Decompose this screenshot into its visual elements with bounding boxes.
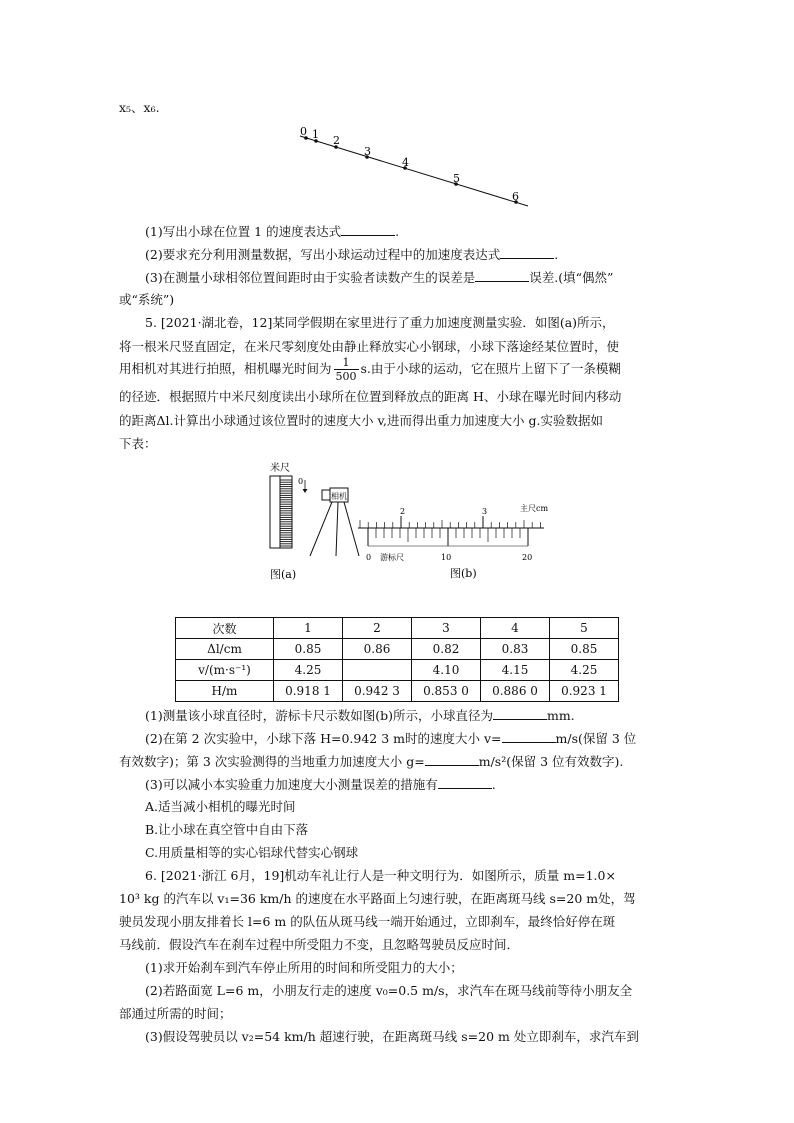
table-header-cell: 2 bbox=[343, 618, 412, 639]
table-cell: 0.853 0 bbox=[412, 681, 481, 702]
fragment-text: x₅、x₆. bbox=[119, 100, 160, 115]
vernier-tick-label-0: 0 bbox=[366, 553, 372, 562]
table-cell: v/(m·s⁻¹) bbox=[176, 660, 274, 681]
q4-part3-cont: 或“系统”) bbox=[119, 292, 175, 307]
q5-line5: 的距离Δl.计算出小球通过该位置时的速度大小 v,进而得出重力加速度大小 g.实验数据如 bbox=[119, 413, 603, 428]
option-c: C.用质量相等的实心铝球代替实心钢球 bbox=[145, 845, 359, 860]
q6-line2: 10³ kg 的汽车以 v₁=36 km/h 的速度在水平路面上匀速行驶，在距离斑马线 s=20 m处，驾 bbox=[119, 891, 636, 906]
q6-line3: 驶员发现小朋友排着长 l=6 m 的队伍从斑马线一端开始通过，立即刹车，最终恰好停在斑 bbox=[119, 914, 616, 929]
position-label-1: 1 bbox=[312, 128, 319, 141]
position-label-4: 4 bbox=[402, 156, 409, 169]
table-cell: 0.918 1 bbox=[274, 681, 343, 702]
table-cell: 4.10 bbox=[412, 660, 481, 681]
option-a: A.适当减小相机的曝光时间 bbox=[145, 799, 296, 814]
vernier-scale-label: 游标尺 bbox=[380, 553, 404, 562]
table-cell bbox=[343, 660, 412, 681]
camera-label: 相机 bbox=[331, 492, 347, 501]
position-label-5: 5 bbox=[453, 172, 460, 185]
q5-line3: 用相机对其进行拍照，相机曝光时间为 $\frac{1}{500}$ s.由于小球的运动，它在照片上留下了一条模糊 bbox=[119, 356, 621, 383]
table-row bbox=[176, 639, 619, 660]
table-header-cell: 次数 bbox=[176, 618, 274, 639]
table-header-cell: 1 bbox=[274, 618, 343, 639]
exposure-fraction: $\frac{1}{500}$ bbox=[335, 356, 357, 383]
position-label-6: 6 bbox=[512, 190, 519, 203]
ruler-zero: 0 bbox=[298, 477, 304, 486]
q4-part2: (2)要求充分利用测量数据，写出小球运动过程中的加速度表达式 . bbox=[145, 247, 559, 262]
table-header-cell: 4 bbox=[481, 618, 550, 639]
ruler-label: 米尺 bbox=[270, 463, 290, 474]
table-cell: 4.25 bbox=[274, 660, 343, 681]
q6-part1: (1)求开始刹车到汽车停止所用的时间和所受阻力的大小； bbox=[145, 960, 463, 975]
main-scale-label: 主尺cm bbox=[520, 504, 549, 513]
table-cell: 4.25 bbox=[550, 660, 619, 681]
option-b: B.让小球在真空管中自由下落 bbox=[145, 822, 309, 837]
vernier-tick-label-10: 10 bbox=[441, 553, 452, 562]
q5-line4: 的径迹．根据照片中米尺刻度读出小球所在位置到释放点的距离 H、小球在曝光时间内移动 bbox=[119, 389, 622, 404]
table-cell: 0.886 0 bbox=[481, 681, 550, 702]
q6-part3: (3)假设驾驶员以 v₂=54 km/h 超速行驶，在距离斑马线 s=20 m 处立即刹车，求汽车到 bbox=[145, 1029, 639, 1044]
table-row bbox=[176, 681, 619, 702]
position-label-3: 3 bbox=[364, 145, 371, 158]
position-strip-figure bbox=[290, 122, 540, 217]
answer-blank bbox=[502, 730, 556, 743]
table-header-row bbox=[176, 618, 619, 639]
q5-line2: 将一根米尺竖直固定，在米尺零刻度处由静止释放实心小钢球，小球下落途经某位置时，使 bbox=[119, 339, 620, 354]
q5-part2: (2)在第 2 次实验中，小球下落 H=0.942 3 m时的速度大小 v= m/s(保留 3 位 bbox=[145, 731, 637, 746]
table-cell: 0.85 bbox=[274, 639, 343, 660]
vernier-tick-label-20: 20 bbox=[522, 553, 533, 562]
figure-b-vernier bbox=[352, 500, 562, 582]
answer-blank bbox=[493, 707, 547, 720]
table-cell: 0.83 bbox=[481, 639, 550, 660]
table-cell: H/m bbox=[176, 681, 274, 702]
table-cell: 0.85 bbox=[550, 639, 619, 660]
q5-part3: (3)可以减小本实验重力加速度大小测量误差的措施有 . bbox=[145, 777, 496, 792]
table-cell: 0.82 bbox=[412, 639, 481, 660]
answer-blank bbox=[341, 223, 395, 236]
table-header-cell: 5 bbox=[550, 618, 619, 639]
table-cell: 0.923 1 bbox=[550, 681, 619, 702]
main-tick-label-3: 3 bbox=[482, 507, 488, 516]
answer-blank bbox=[438, 776, 492, 789]
q4-part3: (3)在测量小球相邻位置间距时由于实验者读数产生的误差是 误差.(填“偶然” bbox=[145, 270, 614, 285]
table-cell: 0.86 bbox=[343, 639, 412, 660]
table-row bbox=[176, 660, 619, 681]
answer-blank bbox=[500, 246, 554, 259]
q5-line1: 5. [2021·湖北卷，12]某同学假期在家里进行了重力加速度测量实验．如图(a)所示， bbox=[145, 315, 615, 330]
q6-part2: (2)若路面宽 L=6 m，小朋友行走的速度 v₀=0.5 m/s，求汽车在斑马线前等待小朋友全 bbox=[145, 983, 633, 998]
table-header-cell: 3 bbox=[412, 618, 481, 639]
answer-blank bbox=[425, 753, 479, 766]
q5-line6: 下表： bbox=[119, 436, 157, 451]
position-label-0: 0 bbox=[300, 125, 307, 138]
table-cell: Δl/cm bbox=[176, 639, 274, 660]
table-cell: 0.942 3 bbox=[343, 681, 412, 702]
q6-line4: 马线前．假设汽车在刹车过程中所受阻力不变，且忽略驾驶员反应时间． bbox=[119, 937, 520, 952]
figure-b-caption: 图(b) bbox=[450, 567, 477, 580]
data-table bbox=[175, 617, 619, 702]
figure-a-caption: 图(a) bbox=[270, 568, 297, 581]
table-cell: 4.15 bbox=[481, 660, 550, 681]
q6-line1: 6. [2021·浙江 6月，19]机动车礼让行人是一种文明行为．如图所示，质量 m=1.0× bbox=[145, 868, 616, 883]
q5-part2-cont: 有效数字)；第 3 次实验测得的当地重力加速度大小 g= m/s²(保留 3 位有效数字). bbox=[119, 754, 624, 769]
q6-part2-cont: 部通过所需的时间； bbox=[119, 1006, 232, 1021]
answer-blank bbox=[475, 269, 529, 282]
main-tick-label-2: 2 bbox=[400, 507, 406, 516]
q5-part1: (1)测量该小球直径时，游标卡尺示数如图(b)所示，小球直径为 mm. bbox=[145, 708, 575, 723]
position-label-2: 2 bbox=[333, 134, 340, 147]
q4-part1: (1)写出小球在位置 1 的速度表达式 . bbox=[145, 224, 400, 239]
